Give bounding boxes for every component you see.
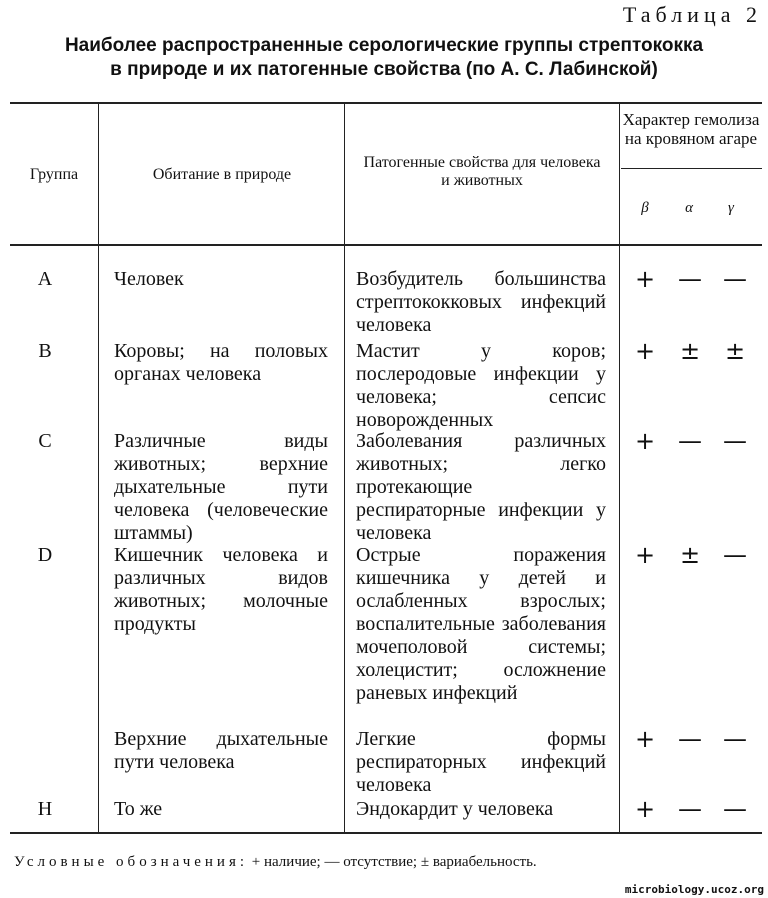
habitat-cell: Кишечник человека и различных видов животных; молочные продукты: [114, 544, 328, 635]
legend-note: [14, 852, 754, 872]
group-cell: B: [38, 340, 52, 362]
habitat-cell: Верхние дыхательные пути человека: [114, 728, 328, 773]
gamma-hemolysis-mark: ±: [724, 337, 746, 365]
alpha-hemolysis-mark: —: [678, 795, 702, 823]
pathogenic-cell: Мастит у коров; послеродовые инфекции у человека; сепсис новорожденных: [356, 340, 606, 431]
header-hemolysis: Характер гемолиза на кровяном агаре: [622, 110, 760, 148]
alpha-hemolysis-mark: —: [678, 265, 702, 293]
gamma-hemolysis-mark: —: [723, 541, 747, 569]
table-title-line-1: Наиболее распространенные серологические группы стрептококка: [64, 35, 704, 56]
group-cell: D: [37, 544, 53, 566]
table-title-line-2: в природе и их патогенные свойства (по А. С. Лабинской): [110, 59, 658, 80]
table-header-rule: [10, 244, 762, 246]
group-cell: H: [37, 798, 53, 820]
habitat-cell: Коровы; на половых органах человека: [114, 340, 328, 385]
header-alpha: α: [685, 200, 693, 216]
gamma-hemolysis-mark: —: [723, 725, 747, 753]
legend-label: Условные обозначения:: [14, 854, 249, 870]
table-title: [0, 34, 768, 82]
beta-hemolysis-mark: +: [634, 725, 656, 753]
gamma-hemolysis-mark: —: [723, 795, 747, 823]
pathogenic-cell: Эндокардит у человека: [356, 798, 554, 820]
pathogenic-cell: Возбудитель большинства стрептококковых инфекций человека: [356, 268, 606, 336]
table-number: Таблица 2: [622, 2, 762, 27]
beta-hemolysis-mark: +: [634, 265, 656, 293]
alpha-hemolysis-mark: —: [678, 725, 702, 753]
column-divider-1: [98, 104, 99, 832]
table-top-rule: [10, 102, 762, 104]
header-gamma: γ: [728, 200, 734, 216]
gamma-hemolysis-mark: —: [723, 427, 747, 455]
column-divider-3: [619, 104, 620, 832]
pathogenic-cell: Легкие формы респираторных инфекций человека: [356, 728, 606, 796]
table-bottom-rule: [10, 832, 762, 834]
pathogenic-cell: Острые поражения кишечника у детей и ослабленных взрослых; воспалительные заболевания мочеполовой системы; холецистит; осложнение раневых инфекций: [356, 544, 606, 704]
habitat-cell: То же: [114, 798, 163, 820]
habitat-cell: Различные виды животных; верхние дыхательные пути человека (человеческие штаммы): [114, 430, 328, 544]
pathogenic-cell: Заболевания различных животных; легко протекающие респираторные инфекции у человека: [356, 430, 606, 544]
header-beta: β: [641, 200, 649, 216]
hemolysis-subheader-rule: [621, 168, 762, 169]
alpha-hemolysis-mark: ±: [679, 337, 701, 365]
column-divider-2: [344, 104, 345, 832]
alpha-hemolysis-mark: ±: [679, 541, 701, 569]
beta-hemolysis-mark: +: [634, 541, 656, 569]
header-pathogenic: Патогенные свойства для человека и животных: [363, 154, 601, 189]
watermark: microbiology.ucoz.org: [624, 883, 764, 896]
beta-hemolysis-mark: +: [634, 427, 656, 455]
header-habitat: Обитание в природе: [152, 166, 292, 183]
header-group: Группа: [29, 166, 79, 183]
group-cell: C: [38, 430, 52, 452]
gamma-hemolysis-mark: —: [723, 265, 747, 293]
habitat-cell: Человек: [114, 268, 184, 290]
group-cell: A: [37, 268, 53, 290]
alpha-hemolysis-mark: —: [678, 427, 702, 455]
legend-text: + наличие; — отсутствие; ± вариабельность.: [251, 854, 537, 870]
beta-hemolysis-mark: +: [634, 795, 656, 823]
beta-hemolysis-mark: +: [634, 337, 656, 365]
